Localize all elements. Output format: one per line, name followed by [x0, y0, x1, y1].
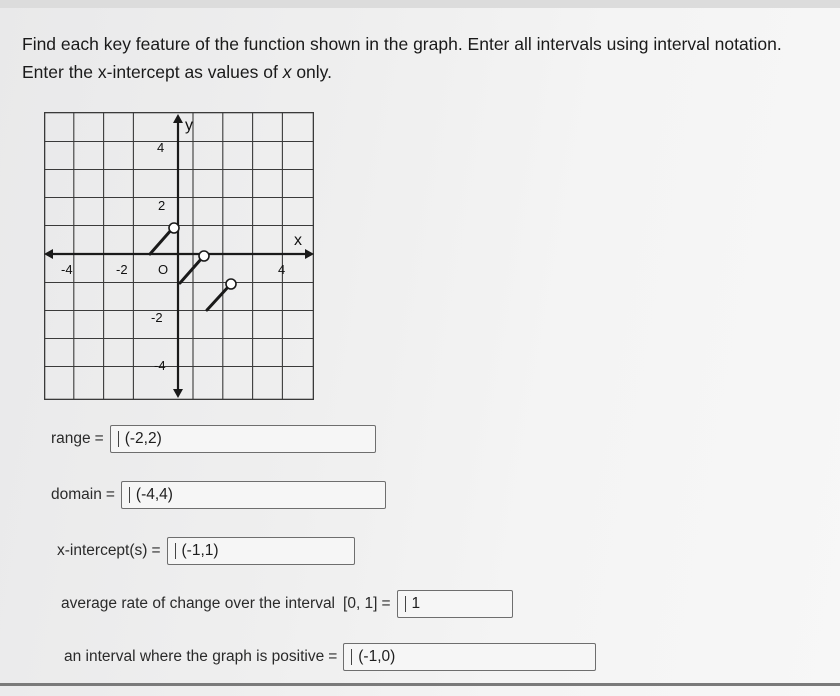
instruction-line-2	[22, 58, 822, 86]
bottom-border	[0, 683, 840, 686]
avg-rate-value: 1	[411, 595, 421, 612]
range-input[interactable]	[110, 425, 376, 453]
x-intercept-input[interactable]	[167, 537, 355, 565]
input-cursor-bar	[351, 649, 352, 665]
x-intercept-row	[57, 537, 355, 565]
open-point-1	[169, 223, 179, 233]
instruction-line-2-suffix: only.	[291, 62, 332, 82]
avg-rate-equals: =	[381, 595, 391, 612]
input-cursor-bar	[175, 543, 176, 559]
positive-interval-label: an interval where the graph is positive	[64, 648, 325, 665]
segment-left	[150, 229, 172, 254]
range-equals: =	[94, 430, 104, 447]
input-cursor-bar	[118, 431, 119, 447]
positive-interval-input[interactable]	[343, 643, 596, 671]
instruction-line-2-prefix: Enter the x-intercept as values of	[22, 62, 283, 82]
x-axis-arrow-left	[44, 249, 53, 259]
y-tick-neg4: -4	[154, 358, 166, 373]
range-row	[51, 425, 376, 453]
instruction-line-1: Find each key feature of the function shown in the graph. Enter all intervals using interval notation.	[22, 34, 782, 54]
domain-row	[51, 481, 386, 509]
y-axis-arrow-up	[173, 114, 183, 123]
avg-rate-input[interactable]	[397, 590, 513, 618]
range-value: (-2,2)	[124, 430, 162, 447]
domain-equals: =	[105, 486, 115, 503]
x-axis-arrow-right	[305, 249, 314, 259]
domain-label: domain	[51, 486, 102, 503]
positive-interval-equals: =	[328, 648, 338, 665]
segment-right	[207, 286, 229, 310]
x-intercept-value: (-1,1)	[181, 542, 219, 559]
axes	[44, 114, 314, 398]
y-tick-neg2: -2	[151, 310, 163, 325]
x-intercept-equals: =	[151, 542, 161, 559]
input-cursor-bar	[129, 487, 130, 503]
domain-value: (-4,4)	[135, 486, 173, 503]
segment-middle	[180, 258, 202, 283]
instructions	[22, 30, 822, 86]
x-tick-4: 4	[278, 262, 286, 277]
range-label: range	[51, 430, 91, 447]
top-border	[0, 0, 840, 8]
domain-input[interactable]	[121, 481, 386, 509]
x-tick-neg2: -2	[116, 262, 128, 277]
avg-rate-label: average rate of change over the interval	[61, 595, 336, 612]
y-axis-label: y	[185, 117, 193, 134]
avg-rate-interval: [0, 1]	[343, 595, 378, 612]
y-tick-2: 2	[158, 198, 166, 213]
instruction-variable: x	[282, 62, 292, 82]
input-cursor-bar	[405, 596, 406, 612]
x-tick-neg4: -4	[61, 262, 73, 277]
avg-rate-row	[61, 590, 513, 618]
x-tick-origin: O	[158, 262, 169, 277]
positive-interval-value: (-1,0)	[358, 648, 396, 665]
y-tick-4: 4	[157, 140, 165, 155]
x-axis-label: x	[294, 232, 302, 249]
function-graph	[44, 112, 314, 400]
positive-interval-row	[64, 643, 596, 671]
y-axis-arrow-down	[173, 389, 183, 398]
open-point-3	[226, 279, 236, 289]
open-point-2	[199, 251, 209, 261]
x-intercept-label: x-intercept(s)	[57, 542, 148, 559]
